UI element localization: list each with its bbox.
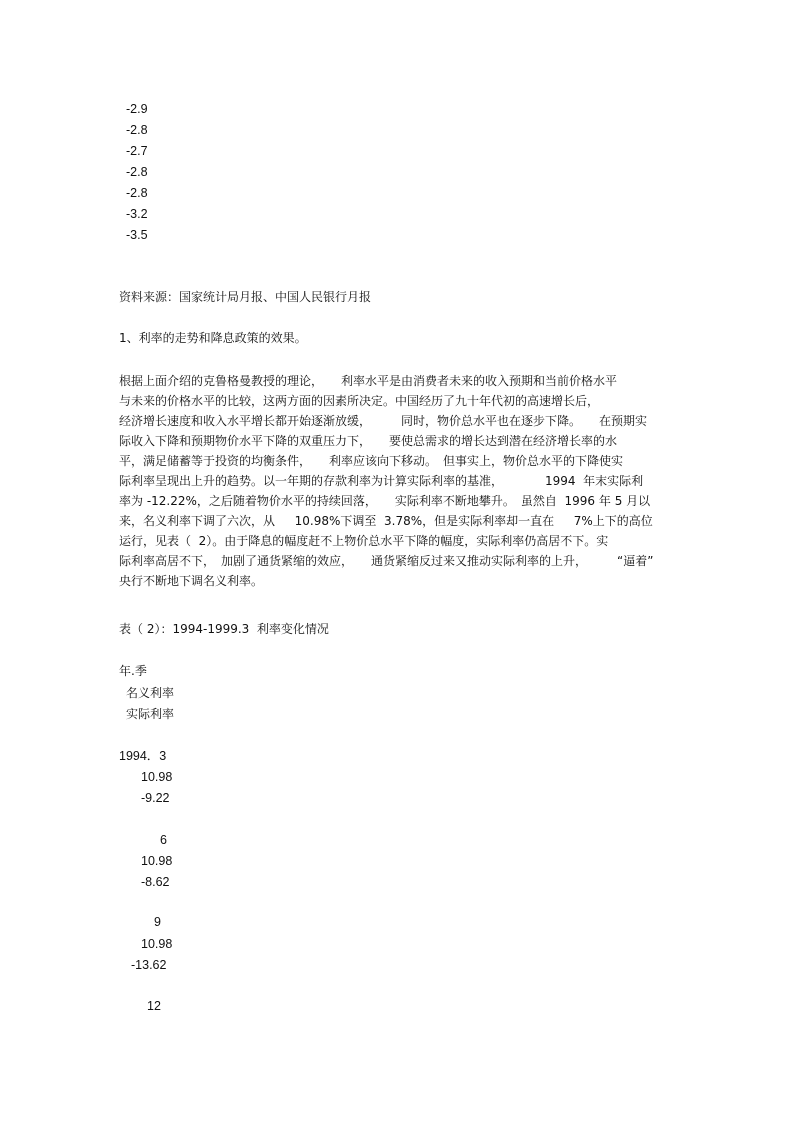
paragraph-line: 率为 -12.22%，之后随着物价水平的持续回落， 实际利率不断地攀升。 虽然自 1996 年 5 月以: [119, 494, 651, 508]
value-item: -2.7: [126, 144, 148, 158]
table-caption: 表（ 2）：1994-1999.3 利率变化情况: [119, 622, 329, 636]
paragraph-line: 际利率高居不下， 加剧了通货紧缩的效应， 通货紧缩反过来又推动实际利率的上升， “逼着”: [119, 554, 654, 568]
paragraph-line: 经济增长速度和收入水平增长都开始逐渐放缓， 同时，物价总水平也在逐步下降。 在预期实: [119, 414, 648, 428]
paragraph-line: 来，名义利率下调了六次，从 10.98%下调至 3.78%，但是实际利率却一直在 7%上下的高位: [119, 514, 653, 528]
value-item: -2.8: [126, 186, 148, 200]
row-nominal-rate: 10.98: [141, 854, 173, 868]
paragraph-line: 平，满足储蓄等于投资的均衡条件， 利率应该向下移动。 但事实上，物价总水平的下降使实: [119, 454, 624, 468]
row-period: 1994．3: [119, 749, 167, 763]
paragraph-line: 际利率呈现出上升的趋势。以一年期的存款利率为计算实际利率的基准， 1994 年末实际利: [119, 474, 644, 488]
row-nominal-rate: 10.98: [141, 937, 173, 951]
row-nominal-rate: 10.98: [141, 770, 173, 784]
row-real-rate: -9.22: [141, 791, 170, 805]
header-nominal-rate: 名义利率: [126, 686, 175, 700]
value-item: -2.9: [126, 102, 148, 116]
paragraph-line: 央行不断地下调名义利率。: [119, 574, 264, 588]
source-note: 资料来源：国家统计局月报、中国人民银行月报: [119, 290, 372, 304]
value-item: -3.5: [126, 228, 148, 242]
paragraph-line: 根据上面介绍的克鲁格曼教授的理论， 利率水平是由消费者未来的收入预期和当前价格水平: [119, 374, 618, 388]
row-real-rate: -8.62: [141, 875, 170, 889]
row-period: 12: [147, 999, 161, 1013]
value-item: -2.8: [126, 165, 148, 179]
value-item: -2.8: [126, 123, 148, 137]
paragraph-line: 与未来的价格水平的比较，这两方面的因素所决定。中国经历了九十年代初的高速增长后，: [119, 394, 600, 408]
header-real-rate: 实际利率: [126, 707, 175, 721]
paragraph-line: 运行，见表（ 2）。由于降息的幅度赶不上物价总水平下降的幅度，实际利率仍高居不下。实: [119, 534, 609, 548]
header-period: 年.季: [119, 664, 147, 678]
value-item: -3.2: [126, 207, 148, 221]
section-heading: 1、利率的走势和降息政策的效果。: [119, 331, 307, 345]
row-real-rate: -13.62: [131, 958, 167, 972]
paragraph-line: 际收入下降和预期物价水平下降的双重压力下， 要使总需求的增长达到潜在经济增长率的水: [119, 434, 618, 448]
row-period: 9: [154, 915, 161, 929]
row-period: 6: [160, 833, 167, 847]
